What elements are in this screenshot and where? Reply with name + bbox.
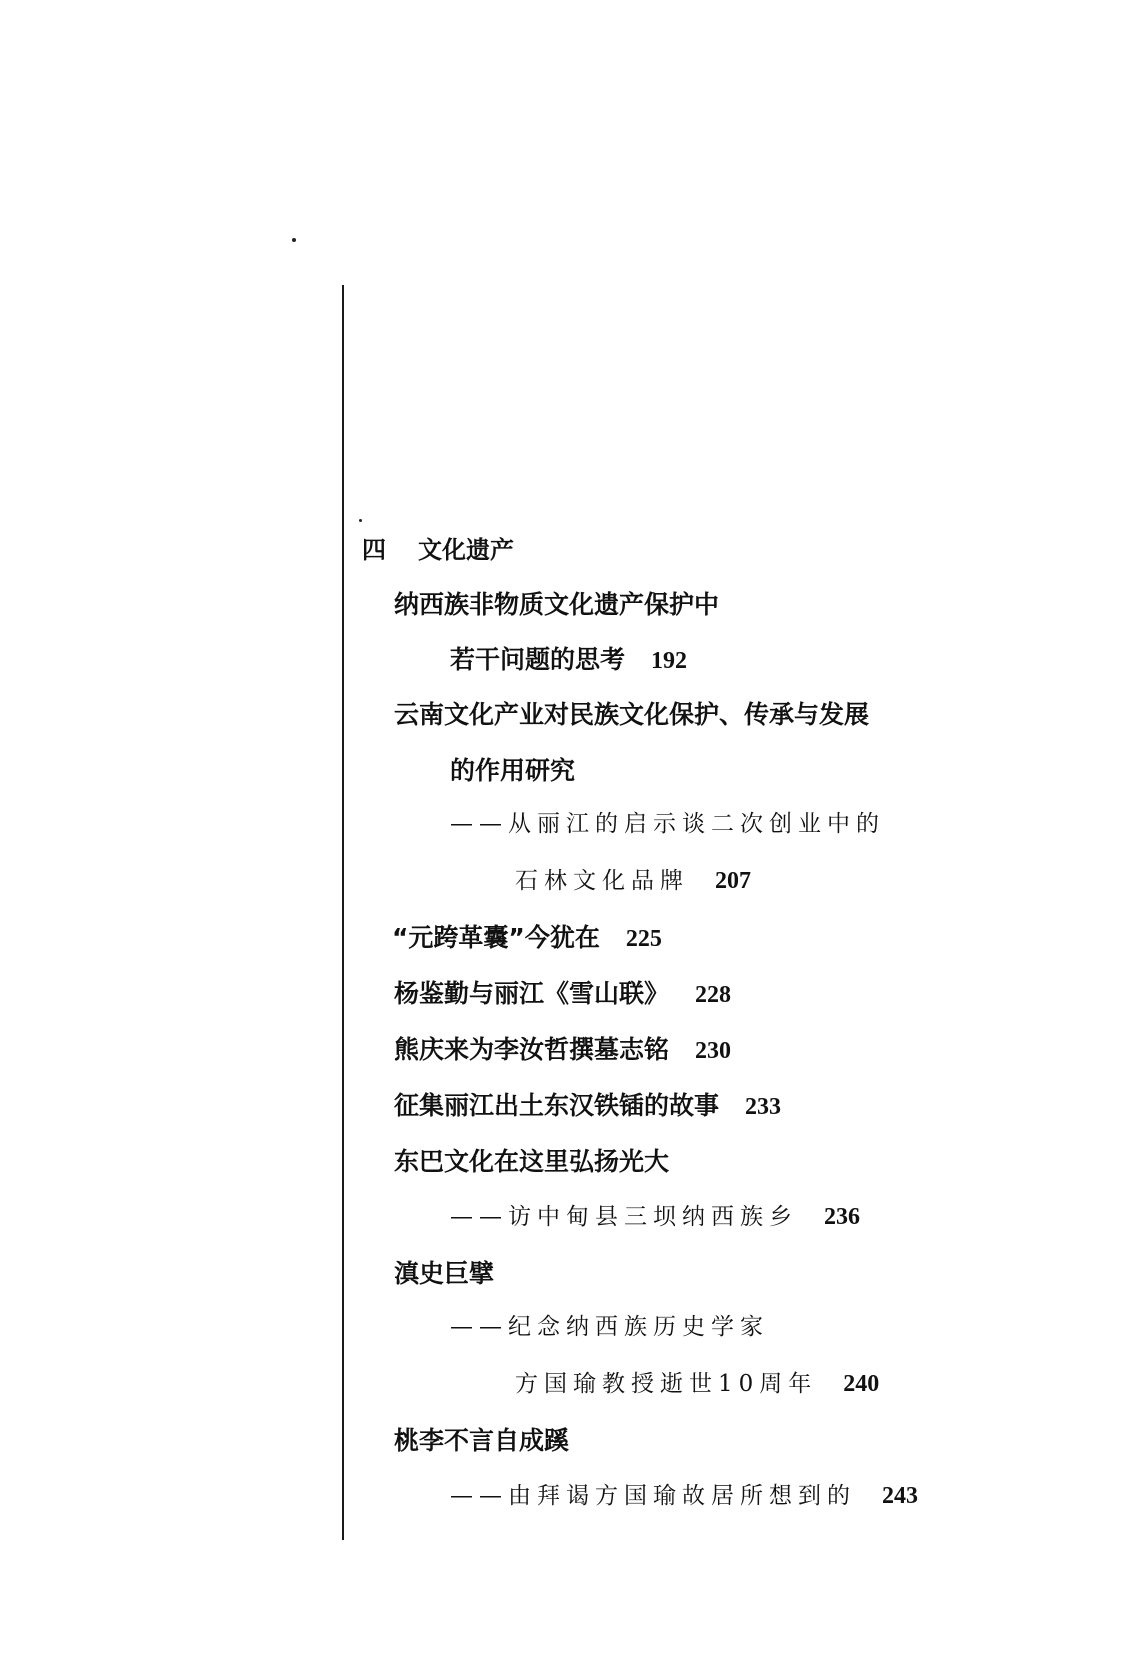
toc-entry bbox=[394, 702, 869, 727]
toc-subtitle bbox=[515, 869, 751, 893]
section-number: 四 bbox=[362, 536, 386, 564]
toc-page-number: 192 bbox=[651, 648, 688, 674]
toc-entry-title: 东巴文化在这里弘扬光大 bbox=[394, 1147, 670, 1176]
toc-entry-title: 征集丽江出土东汉铁锸的故事 bbox=[394, 1091, 720, 1120]
toc-entry bbox=[394, 1037, 731, 1063]
toc-page-number: 225 bbox=[625, 926, 662, 952]
toc-page-number: 230 bbox=[695, 1038, 732, 1064]
toc-subtitle-text: ——从丽江的启示谈二次创业中的 bbox=[450, 811, 885, 837]
toc-page-number: 240 bbox=[843, 1371, 880, 1397]
toc-subtitle bbox=[450, 1205, 860, 1229]
print-speck bbox=[292, 238, 296, 242]
toc-entry-title: 杨鉴勤与丽江《雪山联》 bbox=[394, 979, 670, 1008]
toc-entry-title: 滇史巨擘 bbox=[394, 1259, 495, 1288]
toc-subtitle-text: 石林文化品牌 bbox=[515, 868, 689, 894]
toc-subtitle bbox=[450, 1484, 918, 1508]
toc-subtitle bbox=[515, 1372, 879, 1396]
toc-entry-title: 纳西族非物质文化遗产保护中 bbox=[394, 590, 720, 619]
section-title: 文化遗产 bbox=[418, 536, 514, 564]
toc-subtitle-text: ——访中甸县三坝纳西族乡 bbox=[450, 1204, 798, 1230]
toc-page-number: 236 bbox=[824, 1204, 860, 1230]
toc-subtitle bbox=[450, 813, 885, 836]
toc-entry bbox=[394, 1428, 569, 1453]
toc-entry-title: 熊庆来为李汝哲撰墓志铭 bbox=[394, 1035, 670, 1064]
toc-entry bbox=[450, 758, 575, 783]
toc-page-number: 228 bbox=[695, 982, 732, 1008]
section-heading bbox=[362, 538, 514, 562]
toc-entry bbox=[394, 1261, 494, 1286]
margin-rule bbox=[342, 285, 344, 1540]
toc-entry bbox=[450, 647, 687, 673]
toc-entry-title: “元跨革囊”今犹在 bbox=[392, 923, 600, 952]
toc-entry-title: 桃李不言自成蹊 bbox=[394, 1426, 570, 1455]
toc-subtitle-text: ——纪念纳西族历史学家 bbox=[450, 1314, 769, 1340]
toc-subtitle-text: ——由拜谒方国瑜故居所想到的 bbox=[450, 1483, 856, 1509]
print-speck bbox=[359, 519, 362, 522]
toc-entry bbox=[394, 592, 719, 617]
toc-page-number: 207 bbox=[715, 868, 751, 894]
toc-entry bbox=[394, 1093, 781, 1119]
toc-entry-title: 云南文化产业对民族文化保护、传承与发展 bbox=[394, 700, 870, 729]
toc-page-number: 243 bbox=[882, 1483, 918, 1509]
toc-entry-title: 若干问题的思考 bbox=[450, 645, 626, 674]
toc-entry-title: 的作用研究 bbox=[450, 756, 576, 785]
toc-entry bbox=[392, 925, 662, 951]
toc-entry bbox=[394, 981, 731, 1007]
toc-entry bbox=[394, 1149, 669, 1174]
toc-page-number: 233 bbox=[745, 1094, 782, 1120]
toc-subtitle-text: 方国瑜教授逝世10周年 bbox=[515, 1371, 818, 1397]
toc-subtitle bbox=[450, 1316, 769, 1339]
